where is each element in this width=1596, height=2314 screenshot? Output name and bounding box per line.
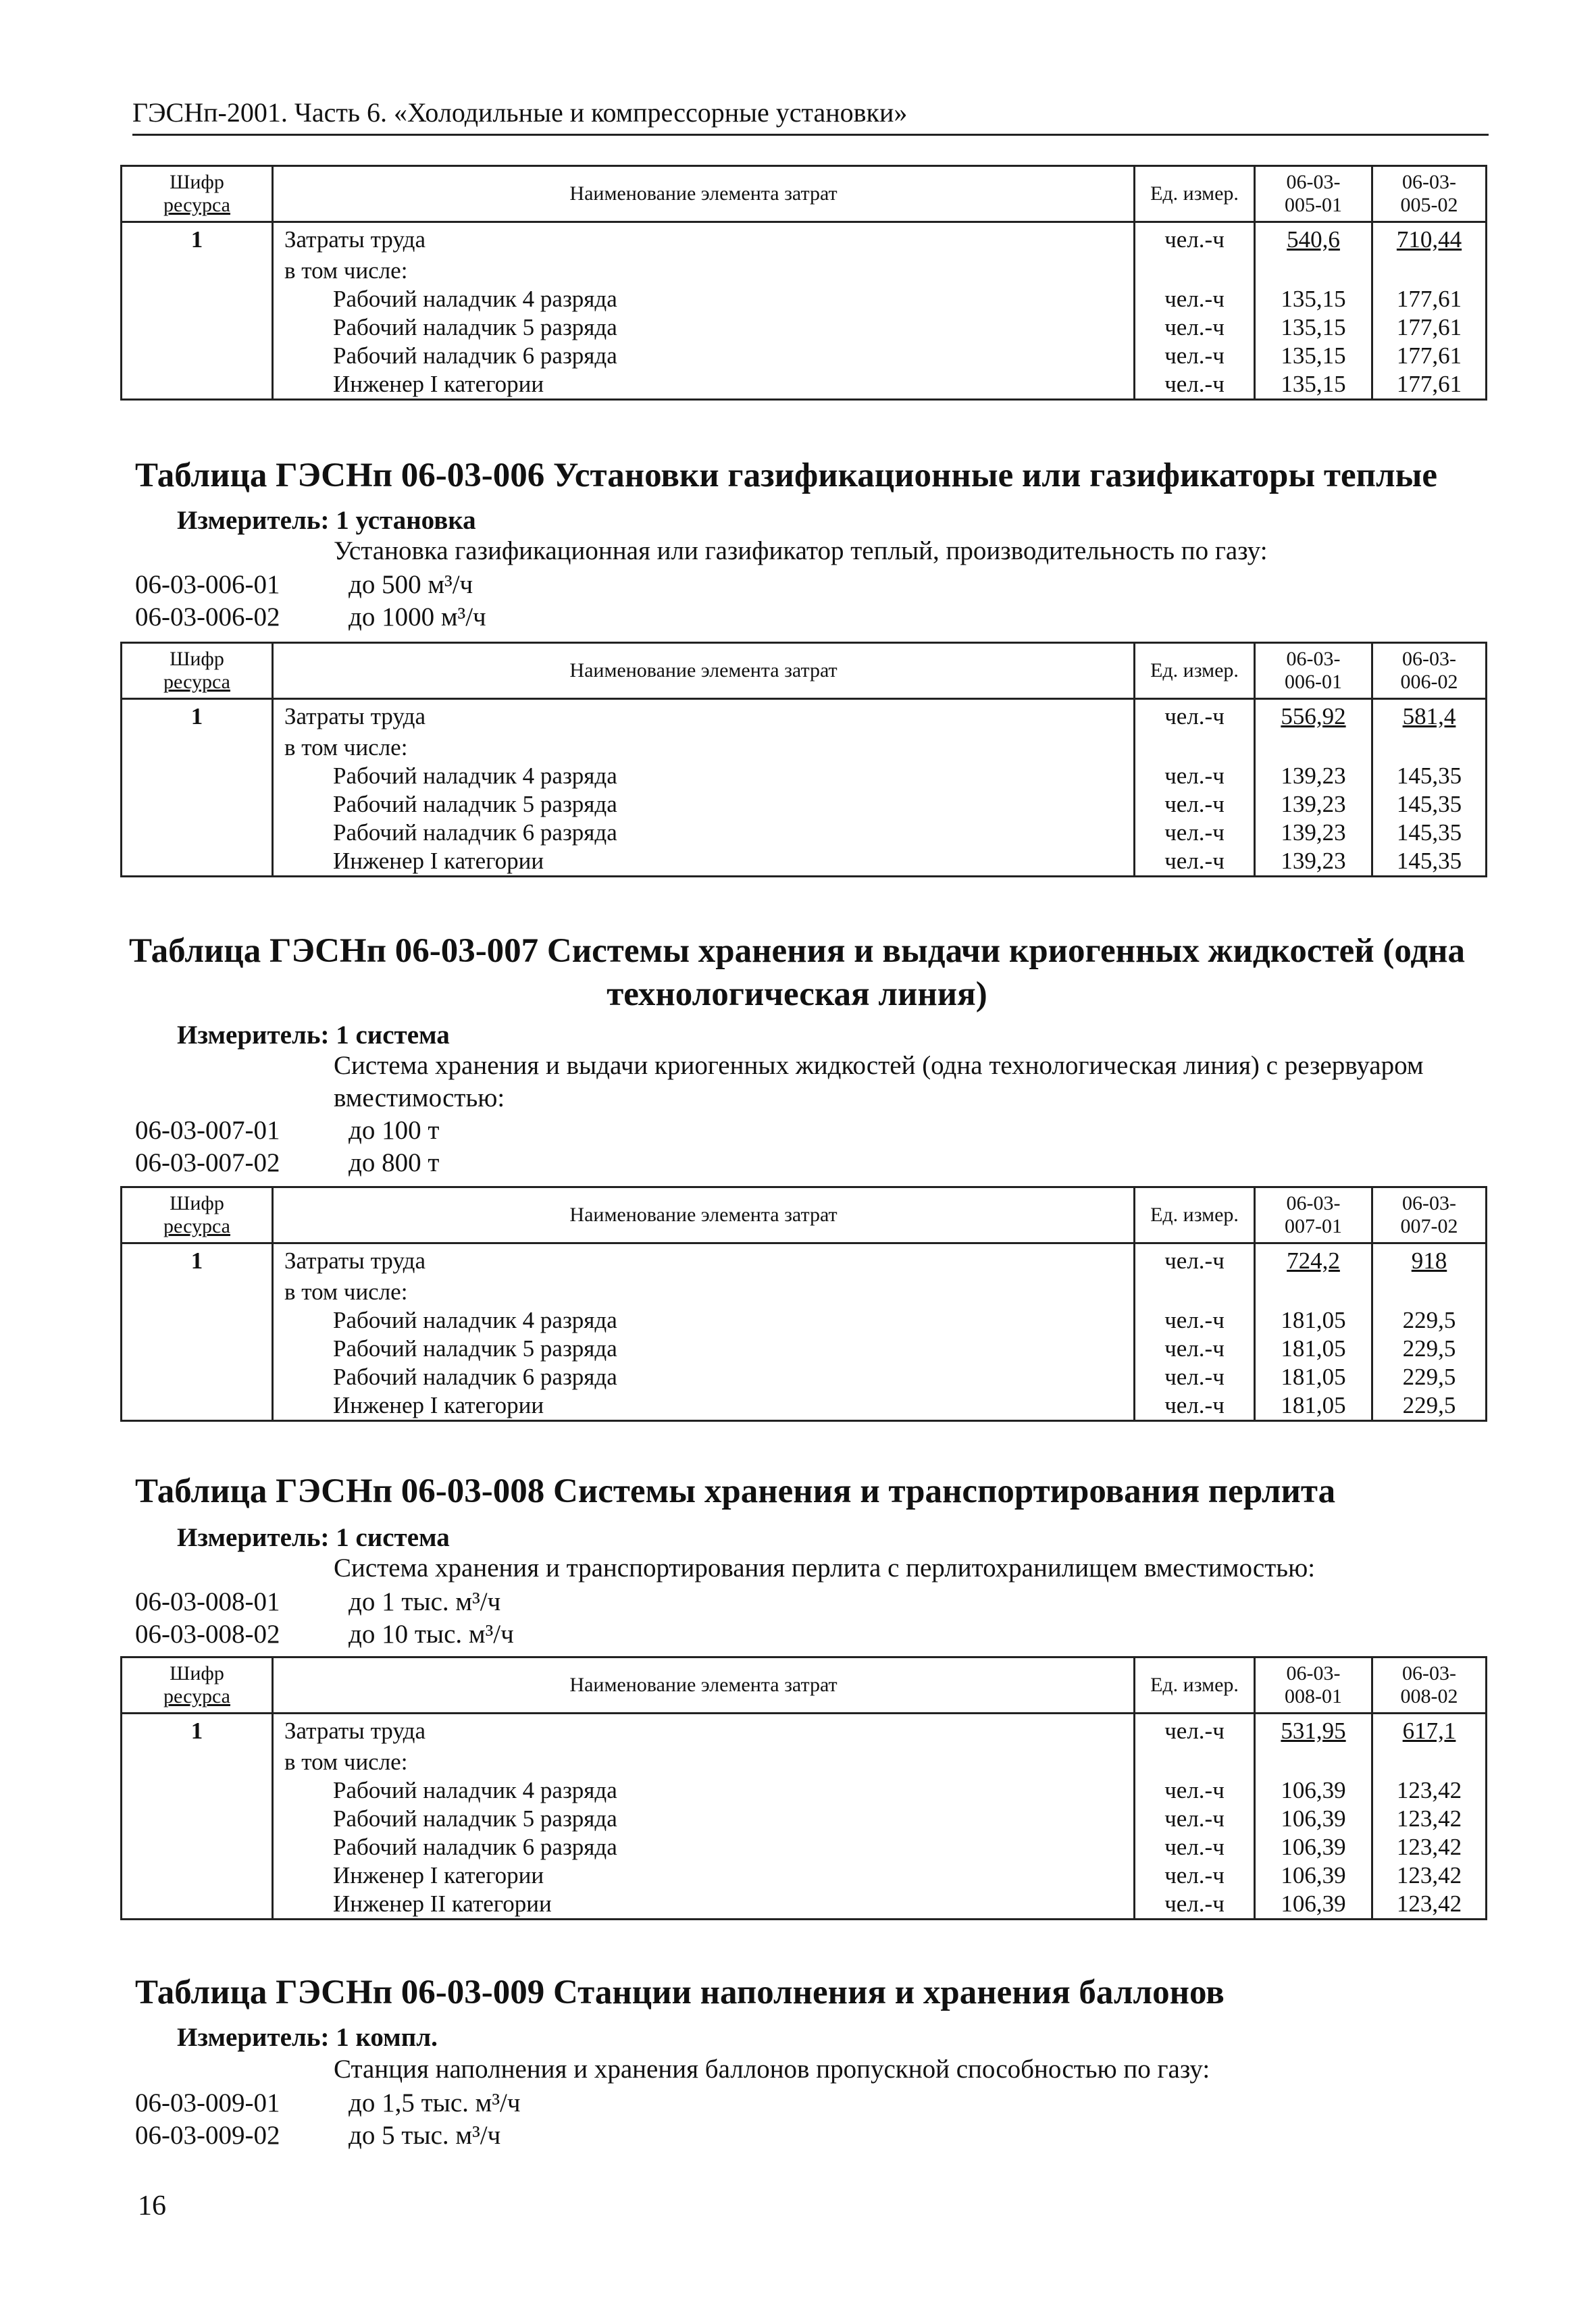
table-row [122,1833,1485,1861]
meter-006: Измеритель: 1 установка [177,506,476,535]
header-col-1: 06-03- 006-01 [1256,644,1373,698]
table-title-009: Таблица ГЭСНп 06-03-009 Станции наполнения и хранения баллонов [135,1974,1225,2011]
description-007: Система хранения и выдачи криогенных жидкостей (одна технологическая линия) с резервуаром вместимостью: [334,1051,1424,1112]
value-1: 181,05 [1256,1363,1373,1391]
header-unit: Ед. измер. [1135,1658,1256,1712]
value-2: 123,42 [1396,1834,1462,1860]
cost-element: Рабочий наладчик 4 разряда [274,1306,1135,1335]
item-009-02: 06-03-009-02 до 5 тыс. м³/ч [135,2121,501,2150]
header-unit: Ед. измер. [1135,1188,1256,1242]
cost-element: Затраты труда [274,223,1135,257]
header-col-1: 06-03- 007-01 [1256,1188,1373,1242]
table-row [122,819,1485,847]
value-2: 123,42 [1396,1805,1462,1832]
unit: чел.-ч [1135,1833,1256,1861]
cost-element: в том числе: [274,257,1135,285]
cost-element: Рабочий наладчик 6 разряда [274,1363,1135,1391]
cost-element: Затраты труда [274,1714,1135,1748]
cost-element: Рабочий наладчик 5 разряда [274,1805,1135,1833]
unit: чел.-ч [1135,1890,1256,1918]
table-row [122,1306,1485,1335]
table-row [122,790,1485,819]
cost-element: Инженер I категории [274,370,1135,398]
cost-element: Инженер I категории [274,1391,1135,1420]
table-row [122,1363,1485,1391]
unit: чел.-ч [1135,847,1256,875]
value-1: 106,39 [1256,1890,1373,1918]
value-2: 123,42 [1396,1862,1462,1888]
unit: чел.-ч [1135,1714,1256,1748]
value-1: 531,95 [1256,1714,1373,1748]
table-row [122,1244,1485,1278]
unit: чел.-ч [1135,790,1256,819]
value-2: 145,35 [1396,848,1462,874]
meter-007: Измеритель: 1 система [177,1021,450,1050]
meter-008: Измеритель: 1 система [177,1523,450,1552]
value-1: 135,15 [1256,370,1373,398]
value-1: 106,39 [1256,1776,1373,1805]
cost-element: в том числе: [274,734,1135,762]
value-2: 123,42 [1396,1777,1462,1803]
value-1: 106,39 [1256,1805,1373,1833]
header-col-2: 06-03- 006-02 [1400,648,1458,693]
value-1: 540,6 [1256,223,1373,257]
description-006: Установка газификационная или газификатор теплый, производительность по газу: [334,536,1268,565]
table-row [122,1776,1485,1805]
value-2: 710,44 [1396,226,1462,253]
value-1: 556,92 [1256,700,1373,734]
table-row [122,1391,1485,1420]
item-006-02: 06-03-006-02 до 1000 м³/ч [135,602,486,632]
value-1: 139,23 [1256,790,1373,819]
unit: чел.-ч [1135,762,1256,790]
value-1: 106,39 [1256,1861,1373,1890]
value-1: 135,15 [1256,313,1373,342]
cost-element: в том числе: [274,1278,1135,1306]
item-009-01: 06-03-009-01 до 1,5 тыс. м³/ч [135,2088,521,2117]
header-col-1: 06-03- 005-01 [1256,167,1373,221]
cost-element: Рабочий наладчик 4 разряда [274,1776,1135,1805]
table-title-008: Таблица ГЭСНп 06-03-008 Системы хранения и транспортирования перлита [135,1472,1336,1510]
table-row [122,1805,1485,1833]
header-unit: Ед. измер. [1135,644,1256,698]
value-1: 181,05 [1256,1391,1373,1420]
value-2: 581,4 [1402,703,1456,729]
cost-table-006 [120,642,1487,877]
header-col-2: 06-03- 007-02 [1400,1192,1458,1237]
table-row [122,370,1485,398]
value-2: 123,42 [1396,1891,1462,1917]
header-code: Шифр ресурса [122,1188,274,1242]
table-row [122,342,1485,370]
cost-element: Рабочий наладчик 6 разряда [274,342,1135,370]
table-row [122,1335,1485,1363]
value-2: 145,35 [1396,763,1462,789]
cost-element: Затраты труда [274,1244,1135,1278]
resource-code: 1 [122,700,274,734]
value-1: 139,23 [1256,819,1373,847]
table-header-row [122,167,1485,223]
cost-element: Рабочий наладчик 6 разряда [274,819,1135,847]
unit: чел.-ч [1135,1363,1256,1391]
table-row [122,313,1485,342]
cost-element: Рабочий наладчик 6 разряда [274,1833,1135,1861]
unit: чел.-ч [1135,370,1256,398]
description-009: Станция наполнения и хранения баллонов пропускной способностью по газу: [334,2055,1210,2084]
unit: чел.-ч [1135,1335,1256,1363]
value-1: 135,15 [1256,285,1373,313]
table-row [122,285,1485,313]
page-header: ГЭСНп-2001. Часть 6. «Холодильные и компрессорные установки» [132,96,1489,136]
value-1: 181,05 [1256,1306,1373,1335]
resource-code: 1 [122,223,274,257]
item-006-01: 06-03-006-01 до 500 м³/ч [135,570,473,599]
unit: чел.-ч [1135,1805,1256,1833]
value-2: 617,1 [1402,1718,1456,1744]
cost-element: Рабочий наладчик 5 разряда [274,790,1135,819]
unit: чел.-ч [1135,1391,1256,1420]
header-name: Наименование элемента затрат [274,1188,1135,1242]
unit: чел.-ч [1135,1306,1256,1335]
cost-element: Рабочий наладчик 5 разряда [274,313,1135,342]
value-2: 177,61 [1396,286,1462,312]
header-code: Шифр ресурса [122,167,274,221]
value-2: 229,5 [1402,1307,1456,1333]
table-row [122,1890,1485,1918]
header-code: Шифр ресурса [122,644,274,698]
table-row [122,257,1485,285]
value-2: 229,5 [1402,1364,1456,1390]
cost-element: Инженер I категории [274,1861,1135,1890]
table-header-row [122,1188,1485,1244]
description-008: Система хранения и транспортирования перлита с перлитохранилищем вместимостью: [334,1553,1316,1583]
cost-table-005 [120,165,1487,401]
value-1: 139,23 [1256,847,1373,875]
table-row [122,223,1485,257]
cost-element: Рабочий наладчик 5 разряда [274,1335,1135,1363]
unit: чел.-ч [1135,223,1256,257]
value-1: 135,15 [1256,342,1373,370]
table-row [122,1278,1485,1306]
value-2: 177,61 [1396,342,1462,369]
unit: чел.-ч [1135,342,1256,370]
unit: чел.-ч [1135,1776,1256,1805]
value-2: 229,5 [1402,1335,1456,1362]
meter-009: Измеритель: 1 компл. [177,2023,438,2052]
table-row [122,847,1485,875]
value-2: 177,61 [1396,314,1462,340]
table-header-row [122,1658,1485,1714]
table-title-007: Таблица ГЭСНп 06-03-007 Системы хранения и выдачи криогенных жидкостей (одна технологическая линия) [128,932,1466,1013]
header-col-2: 06-03- 005-02 [1400,171,1458,216]
table-row [122,1861,1485,1890]
value-1: 724,2 [1256,1244,1373,1278]
cost-element: Рабочий наладчик 4 разряда [274,285,1135,313]
table-row [122,762,1485,790]
header-name: Наименование элемента затрат [274,644,1135,698]
value-2: 145,35 [1396,819,1462,846]
unit: чел.-ч [1135,1244,1256,1278]
table-row [122,734,1485,762]
cost-table-007 [120,1186,1487,1422]
table-row [122,700,1485,734]
item-008-02: 06-03-008-02 до 10 тыс. м³/ч [135,1620,514,1649]
value-2: 177,61 [1396,371,1462,397]
unit: чел.-ч [1135,285,1256,313]
header-col-2: 06-03- 008-02 [1400,1662,1458,1707]
value-1: 139,23 [1256,762,1373,790]
value-1: 181,05 [1256,1335,1373,1363]
resource-code: 1 [122,1714,274,1748]
item-007-02: 06-03-007-02 до 800 т [135,1148,440,1177]
unit: чел.-ч [1135,819,1256,847]
value-1: 106,39 [1256,1833,1373,1861]
value-2: 918 [1411,1248,1447,1274]
cost-element: Инженер I категории [274,847,1135,875]
cost-element: в том числе: [274,1748,1135,1776]
cost-element: Затраты труда [274,700,1135,734]
unit: чел.-ч [1135,1861,1256,1890]
header-code: Шифр ресурса [122,1658,274,1712]
header-name: Наименование элемента затрат [274,1658,1135,1712]
resource-code: 1 [122,1244,274,1278]
table-title-006: Таблица ГЭСНп 06-03-006 Установки газификационные или газификаторы теплые [135,457,1438,494]
cost-table-008 [120,1656,1487,1920]
page-number: 16 [138,2190,166,2221]
table-row [122,1714,1485,1748]
table-row [122,1748,1485,1776]
cost-element: Инженер II категории [274,1890,1135,1918]
cost-element: Рабочий наладчик 4 разряда [274,762,1135,790]
header-unit: Ед. измер. [1135,167,1256,221]
value-2: 229,5 [1402,1392,1456,1418]
item-008-01: 06-03-008-01 до 1 тыс. м³/ч [135,1587,501,1616]
header-col-1: 06-03- 008-01 [1256,1658,1373,1712]
value-2: 145,35 [1396,791,1462,817]
item-007-01: 06-03-007-01 до 100 т [135,1116,440,1145]
unit: чел.-ч [1135,700,1256,734]
table-header-row [122,644,1485,700]
header-name: Наименование элемента затрат [274,167,1135,221]
unit: чел.-ч [1135,313,1256,342]
